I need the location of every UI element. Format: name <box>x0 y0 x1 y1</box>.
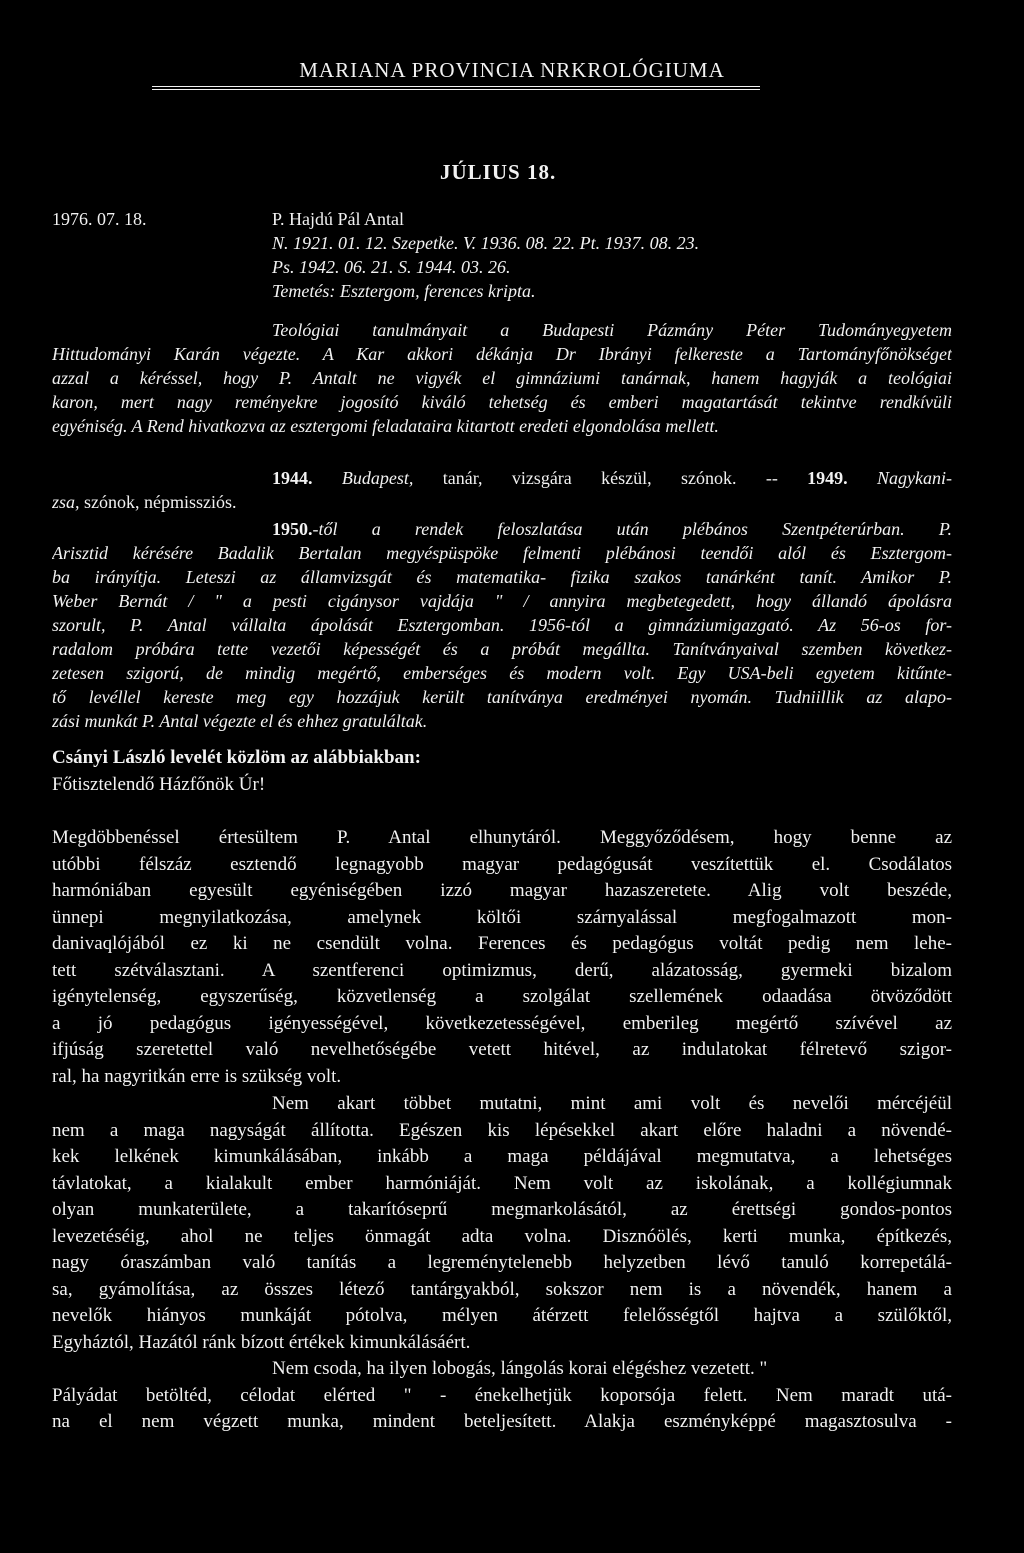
year-1950: 1950. <box>272 519 313 539</box>
letter-line: sa, gyámolítása, az összes létező tantárgyakból, sokszor nem is a növendék, hanem a <box>52 1278 952 1300</box>
paragraph-1944 <box>52 466 952 514</box>
place-nagykanizsa: Nagykani- <box>847 468 952 488</box>
body-line: szorult, P. Antal vállalta ápolását Esztergomban. 1956-tól a gimnáziumigazgató. Az 56-os for- <box>52 615 952 635</box>
letter-line: távlatokat, a kialakult ember harmóniáját. Nem volt az iskolának, a kollégiumnak <box>52 1172 952 1194</box>
date-heading: JÚLIUS 18. <box>440 160 557 184</box>
body-line: Teológiai tanulmányait a Budapesti Pázmány Péter Tudományegyetem <box>272 320 952 340</box>
text-1944: tanár, vizsgára készül, szónok. -- <box>413 468 808 488</box>
letter-line: tett szétválasztani. A szentferenci optimizmus, derű, alázatosság, gyermeki bizalom <box>52 959 952 981</box>
year-1949: 1949. <box>807 468 848 488</box>
body-line: karon, mert nagy reményekre jogosító kiváló tehetség és emberi magatartását tekintve rendkívüli <box>52 392 952 412</box>
body-line: zási munkát P. Antal végezte el és ehhez gratuláltak. <box>52 711 428 731</box>
letter-line: kek lelkének kimunkálásában, inkább a maga példájával megmutatva, a lehetséges <box>52 1146 952 1167</box>
line-1944-cont <box>52 490 952 514</box>
letter-line: Egyháztól, Hazától ránk bízott értékek kimunkálásáért. <box>52 1331 471 1353</box>
letter-line: na el nem végzett munka, mindent beteljesített. Alakja eszményképpé magasztosulva - <box>52 1411 952 1432</box>
body-line: zetesen szigorú, de mindig megértő, emberséges és modern volt. Egy USA-beli egyetem kitűnte- <box>52 663 952 683</box>
letter-line: harmóniában egyesült egyéniségében izzó magyar hazaszeretete. Alig volt beszéde, <box>52 880 952 901</box>
letter-line: levezetéséig, ahol ne teljes önmagát adta volna. Disznóölés, kerti munka, építkezés, <box>52 1225 952 1247</box>
letter-line: ral, ha nagyritkán erre is szükség volt. <box>52 1065 342 1087</box>
body-line: egyéniség. A Rend hivatkozva az esztergomi feladataira kitartott eredeti elgondolása mellett. <box>52 416 719 436</box>
entry-date: 1976. 07. 18. <box>52 209 147 229</box>
letter-line: nem a maga nagyságát állította. Egészen kis lépésekkel akart előre haladni a növendé- <box>52 1119 952 1141</box>
year-1944: 1944. <box>272 468 313 488</box>
entry-meta-2: Ps. 1942. 06. 21. S. 1944. 03. 26. <box>272 257 511 277</box>
letter-paragraph-2 <box>52 1091 952 1356</box>
letter-line: olyan munkaterülete, a takarítóseprű megmarkolásától, az érettségi gondos-pontos <box>52 1199 952 1220</box>
letter-line: Pályádat betöltéd, célodat elérted " - énekelhetjük koporsója felett. Nem maradt utá- <box>52 1384 952 1406</box>
letter-intro: Csányi László levelét közlöm az alábbiakban: <box>52 747 421 768</box>
letter-intro-block <box>52 745 952 798</box>
letter-paragraph-3 <box>52 1356 952 1436</box>
letter-line: nagy óraszámban való tanítás a legreménytelenebb helyzetben lévő tanuló korrepetálá- <box>52 1252 952 1273</box>
body-line: azzal a kéréssel, hogy P. Antalt ne vigyék el gimnáziumi tanárnak, hanem hagyják a teológiai <box>52 368 952 388</box>
body-line: Weber Bernát / " a pesti cigánysor vajdája " / annyira megbetegedett, hogy állandó ápolásra <box>52 591 952 611</box>
body-line: Hittudományi Karán végezte. A Kar akkori dékánja Dr Ibrányi felkereste a Tartományfőnökséget <box>52 344 952 364</box>
body-line: ba irányítja. Leteszi az államvizsgát és matematika- fizika szakos tanárként tanít. Amikor P. <box>52 567 952 587</box>
letter-line: a jó pedagógus igényességével, következetességével, emberileg megértő szívével az <box>52 1012 952 1034</box>
letter-line: danivaqlójából ez ki ne csendült volna. Ferences és pedagógus voltát pedig nem lehe- <box>52 933 952 954</box>
letter-line: nevelők hiányos munkáját pótolva, mélyen átérzett felelősségtől hajtva a szülőktől, <box>52 1305 952 1326</box>
header-rule-bottom <box>152 89 760 90</box>
line-1950 <box>52 517 952 541</box>
letter-line: Nem akart többet mutatni, mint ami volt és nevelői mércéjéül <box>272 1093 952 1114</box>
letter-line: igénytelenség, egyszerűség, közvetlenség a szolgálat szellemének odaadása ötvöződött <box>52 986 952 1007</box>
entry-meta-1: N. 1921. 01. 12. Szepetke. V. 1936. 08. 22. Pt. 1937. 08. 23. <box>272 233 700 253</box>
letter-line: utóbbi félszáz esztendő legnagyobb magyar pedagógusát veszítettük el. Csodálatos <box>52 853 952 875</box>
letter-line: ünnepi megnyilatkozása, amelynek költői szárnyalással megfogalmazott mon- <box>52 906 952 928</box>
page-header-title: MARIANA PROVINCIA NRKROLÓGIUMA <box>299 58 725 82</box>
entry-meta-3: Temetés: Esztergom, ferences kripta. <box>272 281 536 301</box>
body-line: tő levéllel kereste meg egy hozzájuk került tanítványa eredményei nyomán. Tudniillik az alapo- <box>52 687 952 707</box>
entry-name: P. Hajdú Pál Antal <box>272 209 405 229</box>
letter-line: Megdöbbenéssel értesültem P. Antal elhunytáról. Meggyőződésem, hogy benne az <box>52 827 952 848</box>
text-1949: szónok, népmissziós. <box>79 492 237 512</box>
place-nagykanizsa-cont: zsa, <box>52 492 80 512</box>
letter-line: Nem csoda, ha ilyen lobogás, lángolás korai elégéshez vezetett. " <box>272 1358 768 1379</box>
paragraph-1950 <box>52 517 952 733</box>
text-1950: -től a rendek feloszlatása után plébános Szentpéterúrban. P. <box>312 519 952 539</box>
body-line: Arisztid kérésére Badalik Bertalan megyéspüspöke felmenti plébánosi teendői alól és Esztergom- <box>52 543 952 563</box>
body-line: radalom próbára tette vezetői képességét és a próbát megállta. Tanítványaival szemben következ- <box>52 639 952 659</box>
letter-salutation: Főtisztelendő Házfőnök Úr! <box>52 773 266 795</box>
body-paragraph-theology <box>52 318 952 438</box>
line-1944 <box>52 466 952 490</box>
letter-paragraph-1 <box>52 825 952 1090</box>
header-rule-top <box>152 86 760 87</box>
place-budapest: Budapest, <box>341 468 414 488</box>
letter-line: ifjúság szeretettel való nevelhetőségébe vetett hitével, az indulatokat félretevő szigor- <box>52 1039 952 1060</box>
